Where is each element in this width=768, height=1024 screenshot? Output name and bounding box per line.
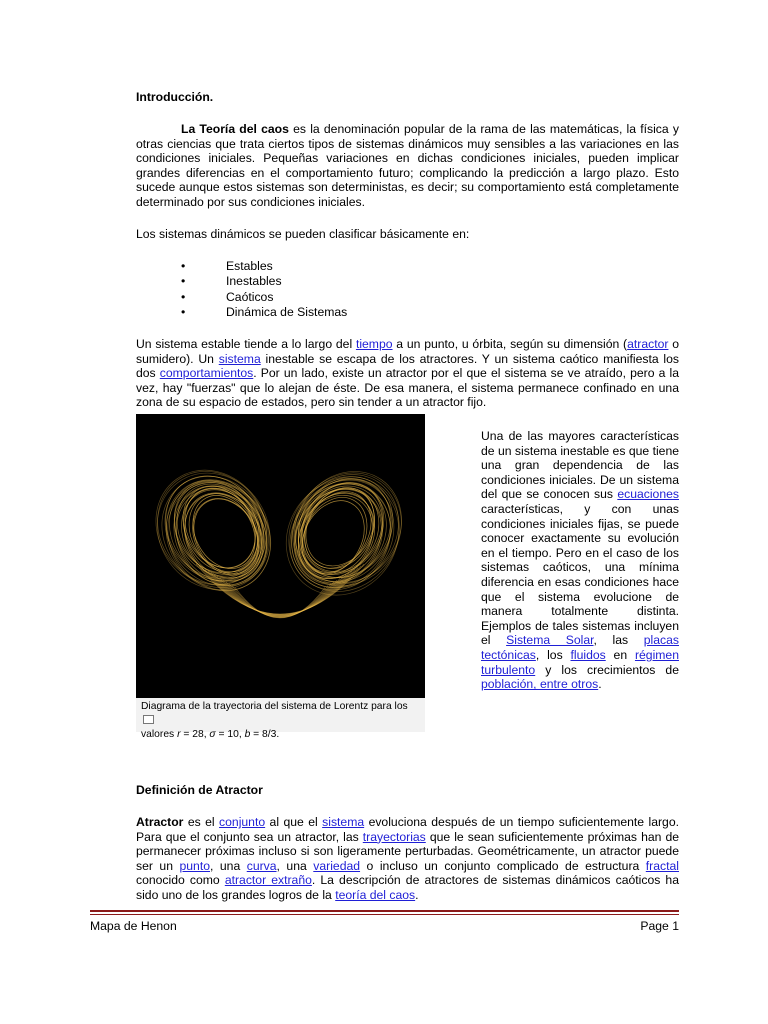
definition-paragraph: Atractor es el conjunto al que el sistema evoluciona después de un tiempo suficientemente largo. Para que el conjunto sea un atractor, las trayectorias que le sean suficientemente próximas han de permanecer próximas incluso si son ligeramente perturbadas. Geométricamente, un atractor puede ser un punto, una curva, una variedad o incluso un conjunto complicado de estructura fractal conocido como atractor extraño. La descripción de atractores de sistemas dinámicos caóticos ha sido uno de los grandes logros de la teoría del caos.: [136, 815, 679, 902]
link-poblacion[interactable]: población, entre otros: [481, 677, 599, 692]
footer-rule-thin: [90, 914, 679, 915]
link-ecuaciones[interactable]: ecuaciones: [617, 487, 679, 502]
footer-rule-thick: [90, 910, 679, 912]
lorenz-attractor-image[interactable]: [136, 414, 425, 698]
link-trayectorias[interactable]: trayectorias: [362, 829, 426, 844]
link-tiempo[interactable]: tiempo: [355, 337, 393, 351]
enlarge-icon[interactable]: [143, 715, 154, 724]
definition-heading: Definición de Atractor: [136, 783, 263, 797]
theory-title: La Teoría del caos: [181, 122, 289, 136]
link-fluidos[interactable]: fluidos: [570, 647, 606, 662]
link-sistema-2[interactable]: sistema: [322, 815, 365, 829]
link-fractal[interactable]: fractal: [645, 858, 679, 873]
intro-heading: Introducción.: [136, 90, 214, 104]
bullet-icon: •: [181, 305, 186, 320]
footer-title: Mapa de Henon: [90, 919, 177, 933]
link-punto[interactable]: punto: [179, 858, 210, 873]
classification-list: [136, 259, 679, 321]
atractor-term: Atractor: [136, 815, 184, 829]
page-number: Page 1: [640, 919, 679, 933]
list-item: • Dinámica de Sistemas: [181, 305, 348, 320]
bullet-icon: •: [181, 289, 186, 304]
list-item: • Estables: [181, 259, 273, 273]
list-item: • Inestables: [181, 274, 282, 289]
figure-caption: Diagrama de la trayectoria del sistema de Lorentz para los valores r = 28, σ = 10, b = 8/3.: [141, 701, 408, 740]
link-sistema-solar[interactable]: Sistema Solar: [506, 633, 594, 648]
intro-paragraph-3: Un sistema estable tiende a lo largo del tiempo a un punto, u órbita, según su dimensión (atractor o sumidero). Un sistema inestable se escapa de los atractores. Y un sistema caótico manifiesta los dos comportamientos. Por un lado, existe un atractor por el que el sistema se ve atraído, pero a la vez, hay "fuerzas" que lo alejan de éste. De esa manera, el sistema permanece confinado en una zona de su espacio de estados, pero sin tender a un atractor fijo.: [136, 337, 679, 410]
list-item: • Caóticos: [181, 289, 274, 304]
link-variedad[interactable]: variedad: [313, 858, 361, 873]
link-conjunto[interactable]: conjunto: [219, 815, 266, 829]
intro-paragraph-1: La Teoría del caos es la denominación popular de la rama de las matemáticas, la física y otras ciencias que trata ciertos tipos de sistemas dinámicos muy sensibles a las variaciones en las condiciones iniciales. Pequeñas variaciones en dichas condiciones iniciales, pueden implicar grandes diferencias en el comportamiento futuro; complicando la predicción a largo plazo. Esto sucede aunque estos sistemas son deterministas, es decir; su comportamiento está completamente determinado por sus condiciones iniciales.: [136, 122, 679, 209]
link-teoria-del-caos[interactable]: teoría del caos: [335, 887, 416, 902]
lorenz-figure: [136, 414, 425, 740]
link-atractor[interactable]: atractor: [627, 337, 669, 351]
link-placas-tectonicas[interactable]: placas tectónicas: [481, 633, 679, 662]
intro-paragraph-2: Los sistemas dinámicos se pueden clasificar básicamente en:: [136, 227, 470, 241]
link-sistema[interactable]: sistema: [218, 351, 261, 366]
bullet-icon: •: [181, 274, 186, 289]
bullet-icon: •: [181, 259, 186, 273]
link-atractor-extrano[interactable]: atractor extraño: [224, 873, 312, 888]
side-paragraph: Una de las mayores características de un sistema inestable es que tiene una gran dependencia de las condiciones iniciales. De un sistema del que se conocen sus ecuaciones características, y con unas condiciones iniciales fijas, se puede conocer exactamente su evolución en el tiempo. Pero en el caso de los sistemas caóticos, una mínima diferencia en esas condiciones hace que el sistema evolucione de manera totalmente distinta. Ejemplos de tales sistemas incluyen el Sistema Solar, las placas tectónicas, los fluidos en régimen turbulento y los crecimientos de población, entre otros.: [481, 429, 679, 692]
link-regimen-turbulento[interactable]: régimen turbulento: [481, 647, 679, 677]
link-curva[interactable]: curva: [246, 858, 277, 873]
link-comportamientos[interactable]: comportamientos: [159, 366, 254, 381]
